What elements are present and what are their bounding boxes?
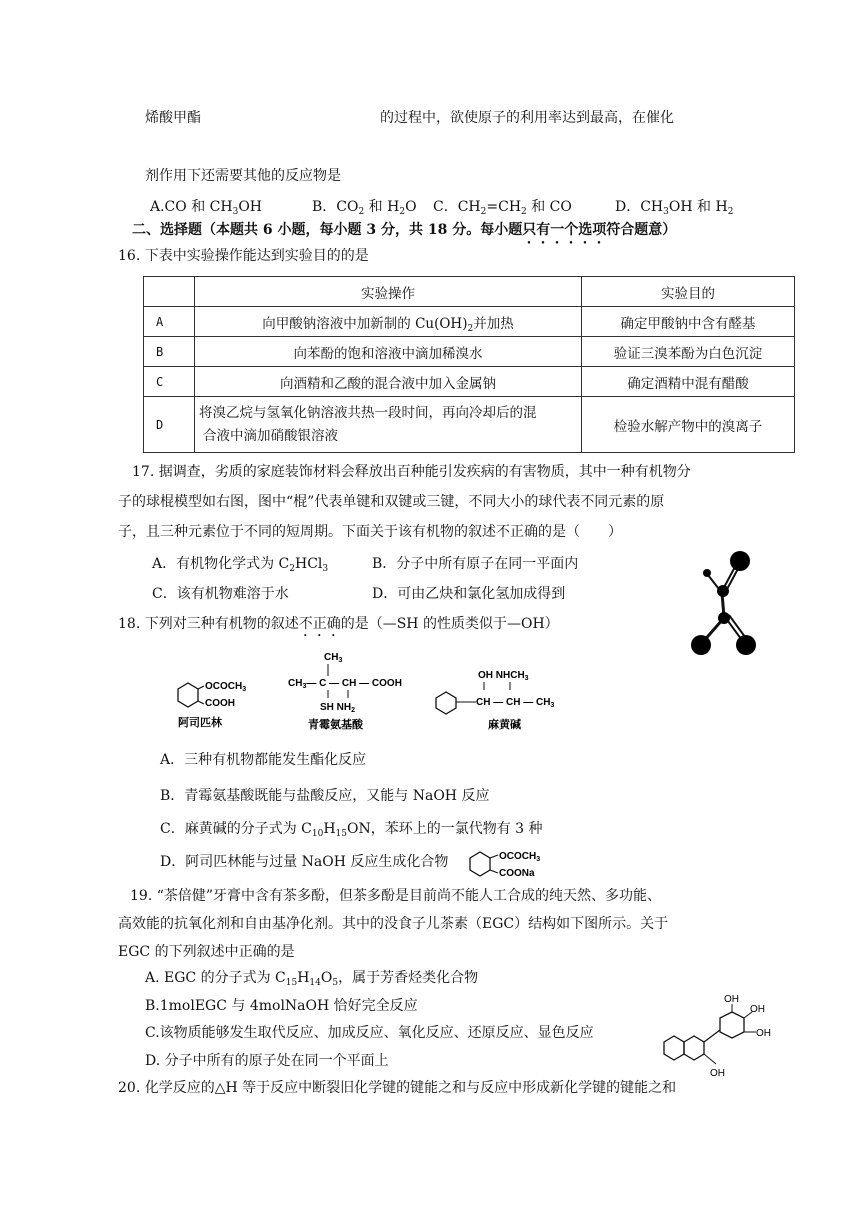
section2-heading: 二、选择题（本题共 6 小题，每小题 3 分，共 18 分。每小题只有一个选项符合题意） (132, 222, 677, 238)
q15-line1-right: 的过程中，欲使原子的利用率达到最高，在催化 (380, 110, 674, 126)
table-cell-operation: 向苯酚的饱和溶液中滴加稀溴水 (195, 337, 582, 367)
table-header-cell: 实验操作 (195, 277, 582, 307)
q18-option-b: B．青霉氨基酸既能与盐酸反应，又能与 NaOH 反应 (160, 788, 490, 804)
chlorine-atom (730, 551, 750, 571)
table-row (144, 337, 795, 367)
table-cell-goal: 确定酒精中混有醋酸 (582, 367, 795, 397)
table-cell-goal: 验证三溴苯酚为白色沉淀 (582, 337, 795, 367)
q18-stem: 18. 下列对三种有机物的叙述不正确的是（—SH 的性质类似于—OH） (118, 616, 559, 632)
table-cell-goal: 检验水解产物中的溴离子 (582, 397, 795, 453)
q17-option-b: B．分子中所有原子在同一平面内 (372, 556, 579, 572)
q17-option-d: D．可由乙炔和氯化氢加成得到 (372, 586, 566, 602)
table-header-cell: 实验目的 (582, 277, 795, 307)
carbon-atom (717, 585, 729, 597)
table-cell-option: D (144, 397, 195, 453)
penicillamine-low: SH $NH_2$ (320, 702, 356, 714)
chlorine-atom (736, 635, 756, 655)
q15-option-a: A.CO 和 $CH_3OH$ (150, 199, 262, 217)
penicillamine-top: $CH_3$ (324, 652, 343, 664)
q18-option-a: A．三种有机物都能发生酯化反应 (160, 752, 367, 768)
q20-line1: 20. 化学反应的△H 等于反应中断裂旧化学键的键能之和与反应中形成新化学键的键能之和 (118, 1080, 677, 1096)
table-row (144, 367, 795, 397)
table-cell-option: A (144, 307, 195, 337)
ephedrine-top: OH $NHCH_3$ (478, 670, 529, 682)
penicillamine-name: 青霉氨基酸 (308, 718, 363, 730)
aspirin-structure (170, 672, 260, 730)
hydrogen-atom (703, 569, 711, 577)
q17-line1: 17. 据调查，劣质的家庭装饰材料会释放出百种能引发疾病的有害物质，其中一种有机物分 (132, 464, 691, 480)
aspirin-group-1: $OCOCH_3$ (205, 681, 247, 693)
penicillamine-main: $CH_3—$ C — CH — COOH (288, 678, 402, 690)
egc-oh-label: OH (710, 1068, 725, 1079)
q18-option-c: C．麻黄碱的分子式为 $C_{10}H_{15}ON$，苯环上的一氯代物有 3 种 (160, 821, 543, 839)
q16-table (143, 276, 795, 453)
q18-option-d: D．阿司匹林能与过量 NaOH 反应生成化合物 (160, 854, 449, 870)
table-header-row (144, 277, 795, 307)
penicillamine-structure (286, 648, 416, 730)
egc-oh-label: OH (756, 1028, 771, 1039)
ephedrine-name: 麻黄碱 (488, 718, 521, 731)
q19-option-d: D. 分子中所有的原子处在同一个平面上 (145, 1053, 389, 1069)
product-group-2: COONa (499, 868, 535, 879)
product-group-1: $OCOCH_3$ (499, 851, 541, 863)
table-cell-goal: 确定甲酸钠中含有醛基 (582, 307, 795, 337)
q16-stem: 16. 下表中实验操作能达到实验目的的是 (118, 248, 369, 264)
q17-line2: 子的球棍模型如右图，图中“棍”代表单键和双键或三键，不同大小的球代表不同元素的原 (118, 494, 665, 510)
egc-oh-label: OH (724, 994, 739, 1005)
q19-option-b: B.1molEGC 与 4molNaOH 恰好完全反应 (145, 998, 418, 1014)
ephedrine-structure (432, 666, 572, 732)
table-row (144, 397, 795, 453)
q17-option-c: C．该有机物难溶于水 (152, 586, 289, 602)
table-row (144, 307, 795, 337)
q17-option-a: A．有机物化学式为 $C_2HCl_3$ (152, 556, 329, 574)
q19-option-c: C.该物质能够发生取代反应、加成反应、氧化反应、还原反应、显色反应 (145, 1025, 594, 1041)
chlorine-atom (691, 635, 711, 655)
q15-option-c: C．$CH_2=CH_2$ 和 CO (433, 199, 572, 217)
carbon-atom (718, 612, 730, 624)
aspirin-group-2: COOH (205, 698, 235, 709)
table-cell-option: C (144, 367, 195, 397)
ball-stick-model-figure (690, 545, 770, 665)
table-header-cell (144, 277, 195, 307)
product-structure (466, 846, 562, 882)
q15-line2: 剂作用下还需要其他的反应物是 (145, 168, 341, 184)
table-cell-operation: 将溴乙烷与氢氧化钠溶液共热一段时间，再向冷却后的混 合液中滴加硝酸银溶液 (195, 397, 582, 453)
table-cell-operation: 向酒精和乙酸的混合液中加入金属钠 (195, 367, 582, 397)
q19-line2: 高效能的抗氧化剂和自由基净化剂。其中的没食子儿茶素（EGC）结构如下图所示。关于 (118, 916, 669, 932)
q15-option-d: D．$CH_3OH$ 和 $H_2$ (615, 199, 734, 217)
q17-line3: 子，且三种元素位于不同的短周期。下面关于该有机物的叙述不正确的是（ ） (118, 524, 622, 540)
ephedrine-main: CH — CH — $CH_3$ (476, 697, 555, 709)
q15-option-b: B．$CO_2$ 和 $H_2O$ (312, 199, 417, 217)
egc-oh-label: OH (750, 1004, 765, 1015)
table-cell-operation: 向甲酸钠溶液中加新制的 $Cu(OH)_2$并加热 (195, 307, 582, 337)
q19-option-a: A. EGC 的分子式为 $C_{15}H_{14}O_5$，属于芳香烃类化合物 (145, 970, 479, 988)
q19-line3: EGC 的下列叙述中正确的是 (118, 944, 295, 960)
table-cell-option: B (144, 337, 195, 367)
q15-line1-left: 烯酸甲酯 (145, 110, 201, 126)
egc-structure (660, 990, 790, 1080)
aspirin-name: 阿司匹林 (178, 716, 222, 729)
q19-line1: 19. “茶倍健”牙膏中含有茶多酚，但茶多酚是目前尚不能人工合成的纯天然、多功能、 (130, 888, 662, 904)
